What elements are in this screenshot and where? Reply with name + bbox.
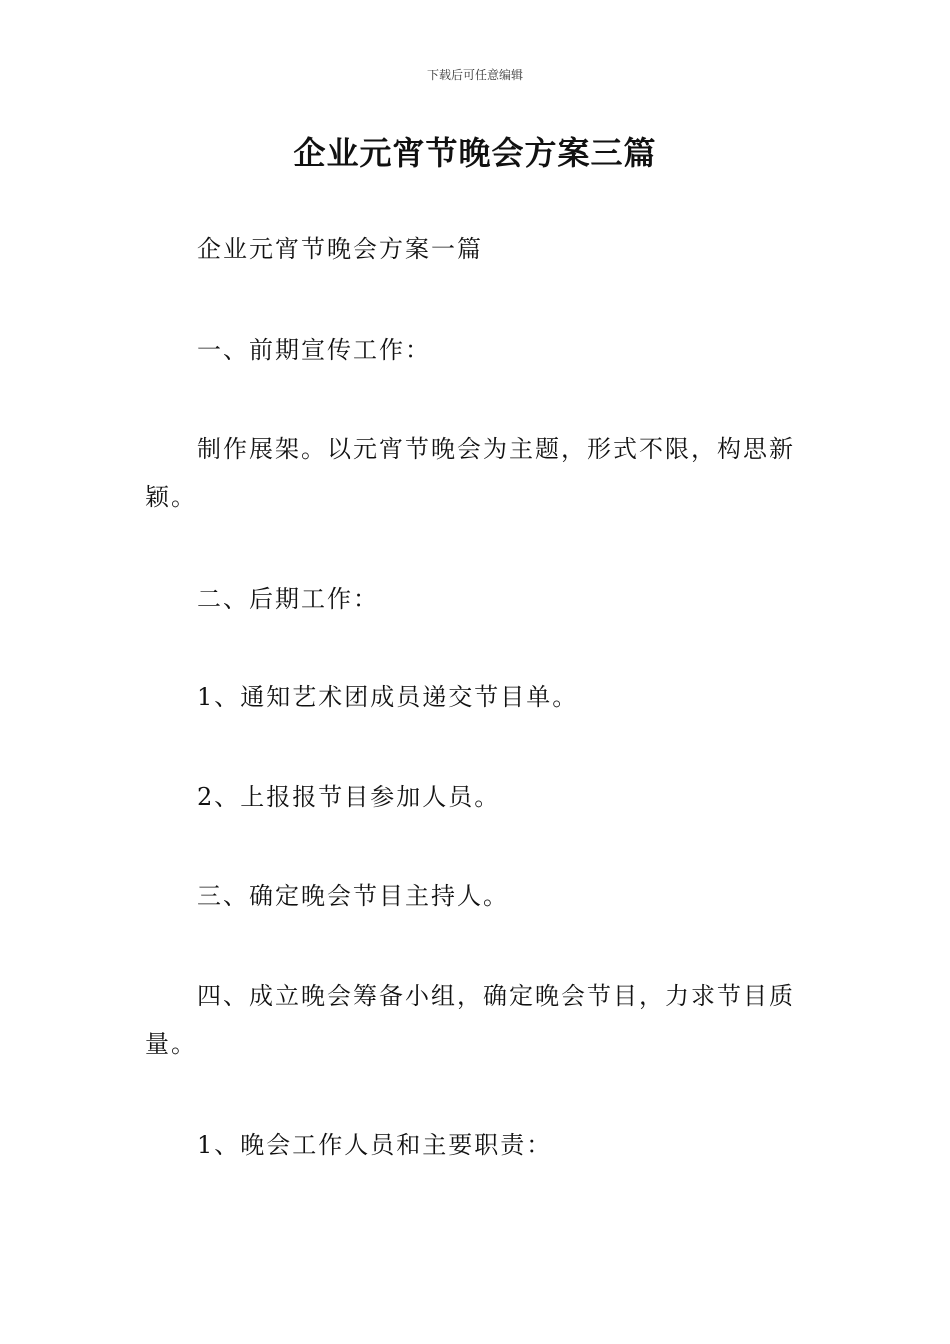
paragraph-heading-1: 一、前期宣传工作： [197,336,431,364]
paragraph-item-3: 1、晚会工作人员和主要职责： [197,1131,553,1159]
document-title: 企业元宵节晚会方案三篇 [293,134,657,172]
paragraph-heading-4: 四、成立晚会筹备小组，确定晚会节目，力求节目质量。 [145,982,795,1058]
paragraph-item-1: 1、通知艺术团成员递交节目单。 [197,683,579,711]
paragraph-body-1: 制作展架。以元宵节晚会为主题，形式不限，构思新颖。 [145,435,795,511]
paragraph-item-2: 2、上报报节目参加人员。 [197,783,501,811]
paragraph-section-heading: 企业元宵节晚会方案一篇 [197,235,483,263]
header-note: 下载后可任意编辑 [426,68,523,82]
paragraph-heading-3: 三、确定晚会节目主持人。 [197,882,509,910]
paragraph-heading-2: 二、后期工作： [197,585,379,613]
